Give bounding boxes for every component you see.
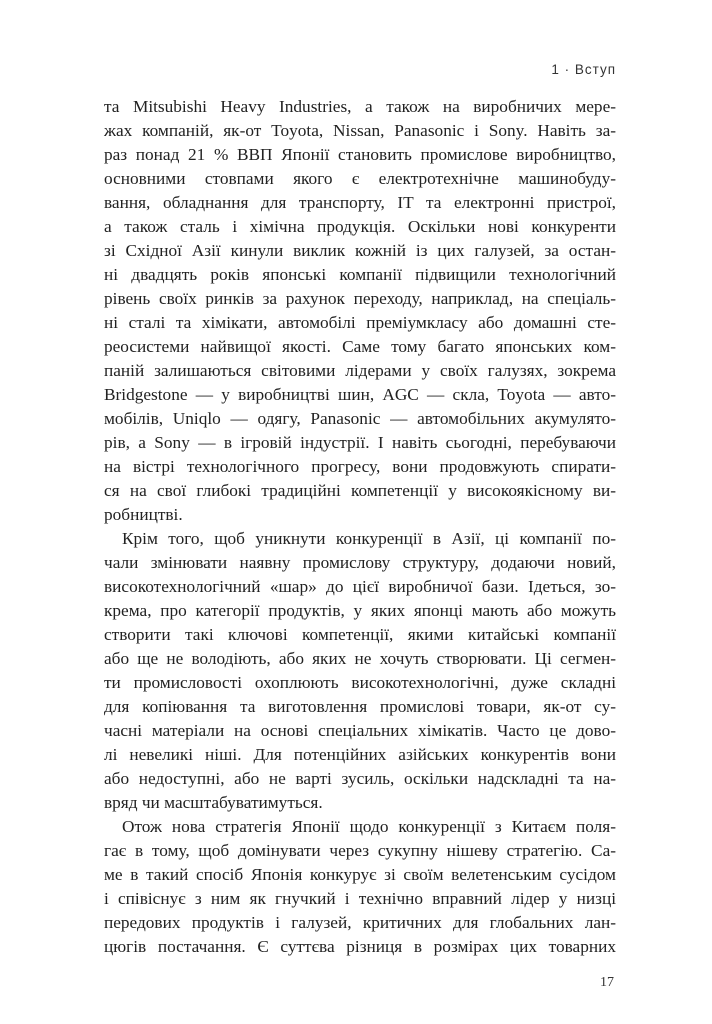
text-line: рів, а Sony — в ігровій індустрії. І навіть сьогодні, перебуваючи (104, 433, 616, 452)
text-line: цюгів постачання. Є суттєва різниця в розмірах цих товарних (104, 937, 616, 956)
text-line: паній залишаються світовими лідерами у своїх галузях, зокрема (104, 361, 616, 380)
text-line: на вістрі технологічного прогресу, вони продовжують спирати- (104, 457, 616, 476)
text-line: гає в тому, щоб домінувати через сукупну нішеву стратегію. Са- (104, 841, 616, 860)
text-line: реосистеми найвищої якості. Саме тому багато японських ком- (104, 337, 616, 356)
text-line: часні матеріали на основі спеціальних хімікатів. Часто це дово- (104, 721, 616, 740)
text-line: для копіювання та виготовлення промислові товари, як-от су- (104, 697, 616, 716)
text-line: зі Східної Азії кинули виклик кожній із цих галузей, за остан- (104, 241, 616, 260)
text-line: і співіснує з ним як гнучкий і технічно вправний лідер у низці (104, 889, 616, 908)
text-line: основними стовпами якого є електротехнічне машинобуду- (104, 169, 616, 188)
text-line: або ще не володіють, або яких не хочуть створювати. Ці сегмен- (104, 649, 616, 668)
paragraph (104, 527, 616, 815)
text-line: Крім того, щоб уникнути конкуренції в Азії, ці компанії по- (122, 529, 616, 548)
text-line: та Mitsubishi Heavy Industries, а також на виробничих мере- (104, 97, 616, 116)
text-line: ні двадцять років японські компанії підвищили технологічний (104, 265, 616, 284)
running-header: 1 · Вступ (551, 62, 616, 77)
paragraph (104, 95, 616, 527)
text-line: Отож нова стратегія Японії щодо конкуренції з Китаєм поля- (122, 817, 616, 836)
text-line: раз понад 21 % ВВП Японії становить промислове виробництво, (104, 145, 616, 164)
text-line: а також сталь і хімічна продукція. Оскільки нові конкуренти (104, 217, 616, 236)
text-line: лі невеликі ніші. Для потенційних азійських конкурентів вони (104, 745, 616, 764)
text-line: вання, обладнання для транспорту, IT та електронні пристрої, (104, 193, 616, 212)
text-line: ні сталі та хімікати, автомобілі преміумкласу або домашні сте- (104, 313, 616, 332)
text-line: крема, про категорії продуктів, у яких японці мають або можуть (104, 601, 616, 620)
text-line: жах компаній, як-от Toyota, Nissan, Panasonic і Sony. Навіть за- (104, 121, 616, 140)
text-line: Bridgestone — у виробництві шин, AGC — скла, Toyota — авто- (104, 385, 616, 404)
text-line: ся на свої глибокі традиційні компетенції у високоякісному ви- (104, 481, 616, 500)
text-line: високотехнологічний «шар» до цієї виробничої бази. Ідеться, зо- (104, 577, 616, 596)
body-text (104, 95, 616, 959)
paragraph (104, 815, 616, 959)
text-line: рівень своїх ринків за рахунок переходу, наприклад, на спеціаль- (104, 289, 616, 308)
text-line: вряд чи масштабуватимуться. (104, 793, 323, 812)
page-number: 17 (600, 975, 614, 990)
text-line: ти промисловості охоплюють високотехнологічні, дуже складні (104, 673, 616, 692)
text-line: мобілів, Uniqlo — одягу, Panasonic — автомобільних акумулято- (104, 409, 616, 428)
text-line: створити такі ключові компетенції, якими китайські компанії (104, 625, 616, 644)
text-line: передових продуктів і галузей, критичних для глобальних лан- (104, 913, 616, 932)
text-line: чали змінювати наявну промислову структуру, додаючи новий, (104, 553, 616, 572)
text-line: ме в такий спосіб Японія конкурує зі своїм велетенським сусідом (104, 865, 616, 884)
text-line: робництві. (104, 505, 183, 524)
text-line: або недоступні, або не варті зусиль, оскільки надскладні та на- (104, 769, 616, 788)
